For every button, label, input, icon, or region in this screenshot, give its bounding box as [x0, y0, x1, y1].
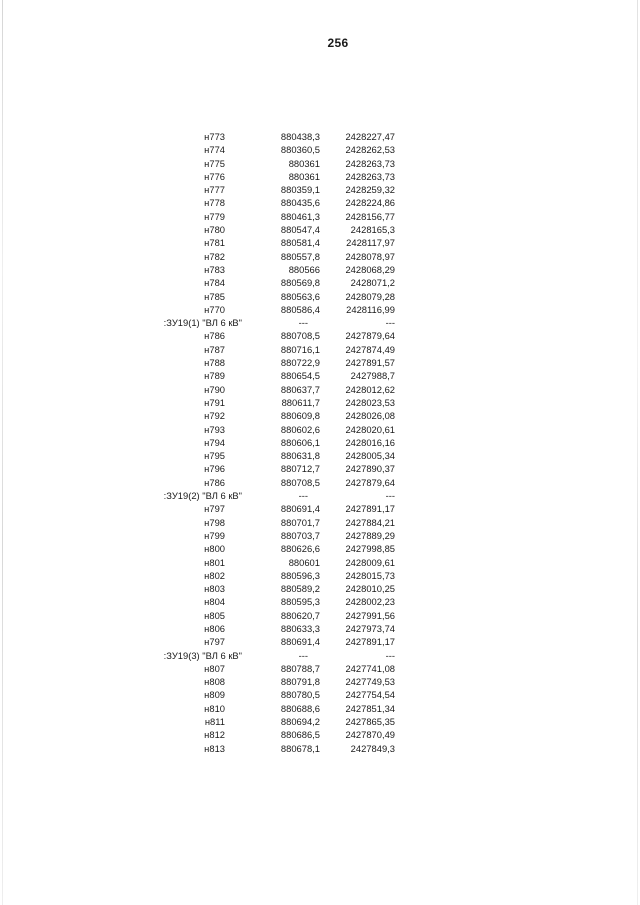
- x-coordinate-cell: 880361: [288, 157, 320, 169]
- y-coordinate-cell: 2427870,49: [345, 729, 395, 741]
- x-coordinate-cell: 880557,8: [280, 250, 320, 262]
- x-coordinate-cell: 880609,8: [280, 410, 320, 422]
- point-id-cell: н806: [204, 622, 225, 634]
- point-id-cell: н797: [204, 636, 225, 648]
- table-row: [160, 702, 400, 715]
- table-row: [160, 662, 400, 675]
- y-coordinate-cell: 2427891,17: [345, 503, 395, 515]
- point-id-cell: н779: [204, 210, 225, 222]
- x-coordinate-cell: ---: [298, 649, 308, 661]
- point-id-cell: н770: [204, 303, 225, 315]
- table-row: [160, 210, 400, 223]
- table-row: [160, 635, 400, 648]
- y-coordinate-cell: 2427988,7: [350, 370, 395, 382]
- point-id-cell: н793: [204, 423, 225, 435]
- point-id-cell: н782: [204, 250, 225, 262]
- x-coordinate-cell: 880563,6: [280, 290, 320, 302]
- table-row: [160, 436, 400, 449]
- scan-edge-right: [637, 0, 638, 905]
- x-coordinate-cell: 880547,4: [280, 224, 320, 236]
- y-coordinate-cell: 2428020,61: [345, 423, 395, 435]
- y-coordinate-cell: 2427851,34: [345, 702, 395, 714]
- y-coordinate-cell: 2427879,64: [345, 330, 395, 342]
- x-coordinate-cell: 880595,3: [280, 596, 320, 608]
- x-coordinate-cell: 880620,7: [280, 609, 320, 621]
- x-coordinate-cell: 880712,7: [280, 463, 320, 475]
- x-coordinate-cell: 880606,1: [280, 436, 320, 448]
- point-id-cell: н786: [204, 476, 225, 488]
- table-row: [160, 728, 400, 741]
- point-id-cell: н791: [204, 396, 225, 408]
- point-id-cell: н787: [204, 343, 225, 355]
- table-row: [160, 170, 400, 183]
- table-row: [160, 157, 400, 170]
- x-coordinate-cell: 880602,6: [280, 423, 320, 435]
- x-coordinate-cell: 880703,7: [280, 529, 320, 541]
- point-id-cell: н773: [204, 131, 225, 142]
- y-coordinate-cell: ---: [385, 317, 395, 329]
- table-row: [160, 263, 400, 276]
- y-coordinate-cell: 2427879,64: [345, 476, 395, 488]
- x-coordinate-cell: 880788,7: [280, 662, 320, 674]
- table-row: [160, 502, 400, 515]
- y-coordinate-cell: 2428227,47: [345, 131, 395, 142]
- y-coordinate-cell: 2428015,73: [345, 569, 395, 581]
- y-coordinate-cell: 2428026,08: [345, 410, 395, 422]
- table-row: [160, 196, 400, 209]
- point-id-cell: н784: [204, 277, 225, 289]
- x-coordinate-cell: 880691,4: [280, 503, 320, 515]
- section-label: :ЗУ19(3) "ВЛ 6 кВ": [163, 649, 242, 661]
- point-id-cell: н776: [204, 170, 225, 182]
- x-coordinate-cell: 880586,4: [280, 303, 320, 315]
- point-id-cell: н801: [204, 556, 225, 568]
- point-id-cell: н813: [204, 742, 225, 754]
- table-row: [160, 329, 400, 342]
- y-coordinate-cell: 2428259,32: [345, 184, 395, 196]
- point-id-cell: н803: [204, 583, 225, 595]
- y-coordinate-cell: 2427889,29: [345, 529, 395, 541]
- table-row: [160, 622, 400, 635]
- point-id-cell: н777: [204, 184, 225, 196]
- point-id-cell: н798: [204, 516, 225, 528]
- y-coordinate-cell: 2427865,35: [345, 716, 395, 728]
- y-coordinate-cell: 2428263,73: [345, 170, 395, 182]
- x-coordinate-cell: ---: [298, 490, 308, 502]
- point-id-cell: н780: [204, 224, 225, 236]
- scan-edge-left: [2, 0, 3, 905]
- y-coordinate-cell: 2427874,49: [345, 343, 395, 355]
- y-coordinate-cell: 2427849,3: [350, 742, 395, 754]
- y-coordinate-cell: 2428156,77: [345, 210, 395, 222]
- x-coordinate-cell: 880694,2: [280, 716, 320, 728]
- point-id-cell: н785: [204, 290, 225, 302]
- table-row: [160, 290, 400, 303]
- x-coordinate-cell: 880708,5: [280, 476, 320, 488]
- y-coordinate-cell: 2428005,34: [345, 450, 395, 462]
- y-coordinate-cell: 2428016,16: [345, 436, 395, 448]
- table-row: [160, 569, 400, 582]
- table-row: [160, 688, 400, 701]
- point-id-cell: н786: [204, 330, 225, 342]
- y-coordinate-cell: 2428224,86: [345, 197, 395, 209]
- x-coordinate-cell: 880637,7: [280, 383, 320, 395]
- x-coordinate-cell: 880631,8: [280, 450, 320, 462]
- x-coordinate-cell: 880601: [288, 556, 320, 568]
- x-coordinate-cell: 880359,1: [280, 184, 320, 196]
- table-row: [160, 609, 400, 622]
- table-row: [160, 529, 400, 542]
- y-coordinate-cell: 2427884,21: [345, 516, 395, 528]
- table-row: [160, 542, 400, 555]
- table-row: [160, 595, 400, 608]
- x-coordinate-cell: 880688,6: [280, 702, 320, 714]
- point-id-cell: н792: [204, 410, 225, 422]
- y-coordinate-cell: 2427890,37: [345, 463, 395, 475]
- point-id-cell: н781: [204, 237, 225, 249]
- x-coordinate-cell: 880361: [288, 170, 320, 182]
- y-coordinate-cell: 2428078,97: [345, 250, 395, 262]
- x-coordinate-cell: 880701,7: [280, 516, 320, 528]
- table-row: [160, 556, 400, 569]
- y-coordinate-cell: 2428263,73: [345, 157, 395, 169]
- x-coordinate-cell: 880360,5: [280, 144, 320, 156]
- point-id-cell: н809: [204, 689, 225, 701]
- point-id-cell: н778: [204, 197, 225, 209]
- x-coordinate-cell: 880722,9: [280, 357, 320, 369]
- table-row: [160, 516, 400, 529]
- table-row: [160, 303, 400, 316]
- table-row: [160, 476, 400, 489]
- y-coordinate-cell: 2428010,25: [345, 583, 395, 595]
- y-coordinate-cell: 2427891,57: [345, 357, 395, 369]
- table-row: [160, 423, 400, 436]
- table-row: [160, 715, 400, 728]
- x-coordinate-cell: 880686,5: [280, 729, 320, 741]
- point-id-cell: н797: [204, 503, 225, 515]
- point-id-cell: н804: [204, 596, 225, 608]
- x-coordinate-cell: 880708,5: [280, 330, 320, 342]
- x-coordinate-cell: 880581,4: [280, 237, 320, 249]
- table-row: [160, 742, 400, 755]
- y-coordinate-cell: ---: [385, 649, 395, 661]
- x-coordinate-cell: 880691,4: [280, 636, 320, 648]
- table-row: [160, 369, 400, 382]
- section-header-row: [160, 489, 400, 502]
- table-row: [160, 462, 400, 475]
- y-coordinate-cell: 2428116,99: [346, 303, 395, 315]
- point-id-cell: н807: [204, 662, 225, 674]
- point-id-cell: н774: [204, 144, 225, 156]
- section-label: :ЗУ19(2) "ВЛ 6 кВ": [163, 490, 242, 502]
- y-coordinate-cell: 2427749,53: [345, 676, 395, 688]
- table-row: [160, 223, 400, 236]
- table-row: [160, 409, 400, 422]
- y-coordinate-cell: 2428079,28: [345, 290, 395, 302]
- table-row: [160, 343, 400, 356]
- table-row: [160, 276, 400, 289]
- y-coordinate-cell: 2427754,54: [345, 689, 395, 701]
- x-coordinate-cell: 880611,7: [281, 396, 320, 408]
- x-coordinate-cell: 880780,5: [280, 689, 320, 701]
- point-id-cell: н800: [204, 543, 225, 555]
- y-coordinate-cell: 2427891,17: [345, 636, 395, 648]
- point-id-cell: н810: [204, 702, 225, 714]
- table-row: [160, 675, 400, 688]
- x-coordinate-cell: 880654,5: [280, 370, 320, 382]
- point-id-cell: н775: [204, 157, 225, 169]
- table-row: [160, 143, 400, 156]
- point-id-cell: н795: [204, 450, 225, 462]
- point-id-cell: н790: [204, 383, 225, 395]
- point-id-cell: н812: [204, 729, 225, 741]
- x-coordinate-cell: ---: [298, 317, 308, 329]
- x-coordinate-cell: 880569,8: [280, 277, 320, 289]
- x-coordinate-cell: 880678,1: [280, 742, 320, 754]
- point-id-cell: н811: [204, 716, 225, 728]
- x-coordinate-cell: 880626,6: [280, 543, 320, 555]
- y-coordinate-cell: 2428071,2: [350, 277, 395, 289]
- y-coordinate-cell: ---: [385, 490, 395, 502]
- point-id-cell: н805: [204, 609, 225, 621]
- y-coordinate-cell: 2428023,53: [345, 396, 395, 408]
- point-id-cell: н794: [204, 436, 225, 448]
- page-number: 256: [327, 36, 349, 50]
- x-coordinate-cell: 880596,3: [280, 569, 320, 581]
- y-coordinate-cell: 2428117,97: [346, 237, 395, 249]
- table-row: [160, 250, 400, 263]
- point-id-cell: н789: [204, 370, 225, 382]
- y-coordinate-cell: 2428262,53: [345, 144, 395, 156]
- y-coordinate-cell: 2428009,61: [345, 556, 395, 568]
- table-row: [160, 383, 400, 396]
- section-label: :ЗУ19(1) "ВЛ 6 кВ": [163, 317, 242, 329]
- x-coordinate-cell: 880633,3: [280, 622, 320, 634]
- point-id-cell: н783: [204, 263, 225, 275]
- section-header-row: [160, 316, 400, 329]
- coordinates-table: [160, 130, 400, 755]
- table-row: [160, 396, 400, 409]
- x-coordinate-cell: 880566: [288, 263, 320, 275]
- point-id-cell: н802: [204, 569, 225, 581]
- table-row: [160, 236, 400, 249]
- table-row: [160, 582, 400, 595]
- x-coordinate-cell: 880438,3: [280, 131, 320, 142]
- x-coordinate-cell: 880461,3: [280, 210, 320, 222]
- table-row: [160, 183, 400, 196]
- x-coordinate-cell: 880589,2: [280, 583, 320, 595]
- y-coordinate-cell: 2428012,62: [345, 383, 395, 395]
- y-coordinate-cell: 2428068,29: [345, 263, 395, 275]
- point-id-cell: н799: [204, 529, 225, 541]
- y-coordinate-cell: 2427998,85: [345, 543, 395, 555]
- y-coordinate-cell: 2427991,56: [345, 609, 395, 621]
- y-coordinate-cell: 2427741,08: [345, 662, 395, 674]
- x-coordinate-cell: 880716,1: [280, 343, 320, 355]
- y-coordinate-cell: 2428002,23: [345, 596, 395, 608]
- point-id-cell: н788: [204, 357, 225, 369]
- y-coordinate-cell: 2427973,74: [345, 622, 395, 634]
- x-coordinate-cell: 880791,8: [280, 676, 320, 688]
- table-row: [160, 449, 400, 462]
- table-row: [160, 356, 400, 369]
- y-coordinate-cell: 2428165,3: [350, 224, 395, 236]
- section-header-row: [160, 649, 400, 662]
- x-coordinate-cell: 880435,6: [280, 197, 320, 209]
- point-id-cell: н808: [204, 676, 225, 688]
- point-id-cell: н796: [204, 463, 225, 475]
- table-row: [160, 130, 400, 143]
